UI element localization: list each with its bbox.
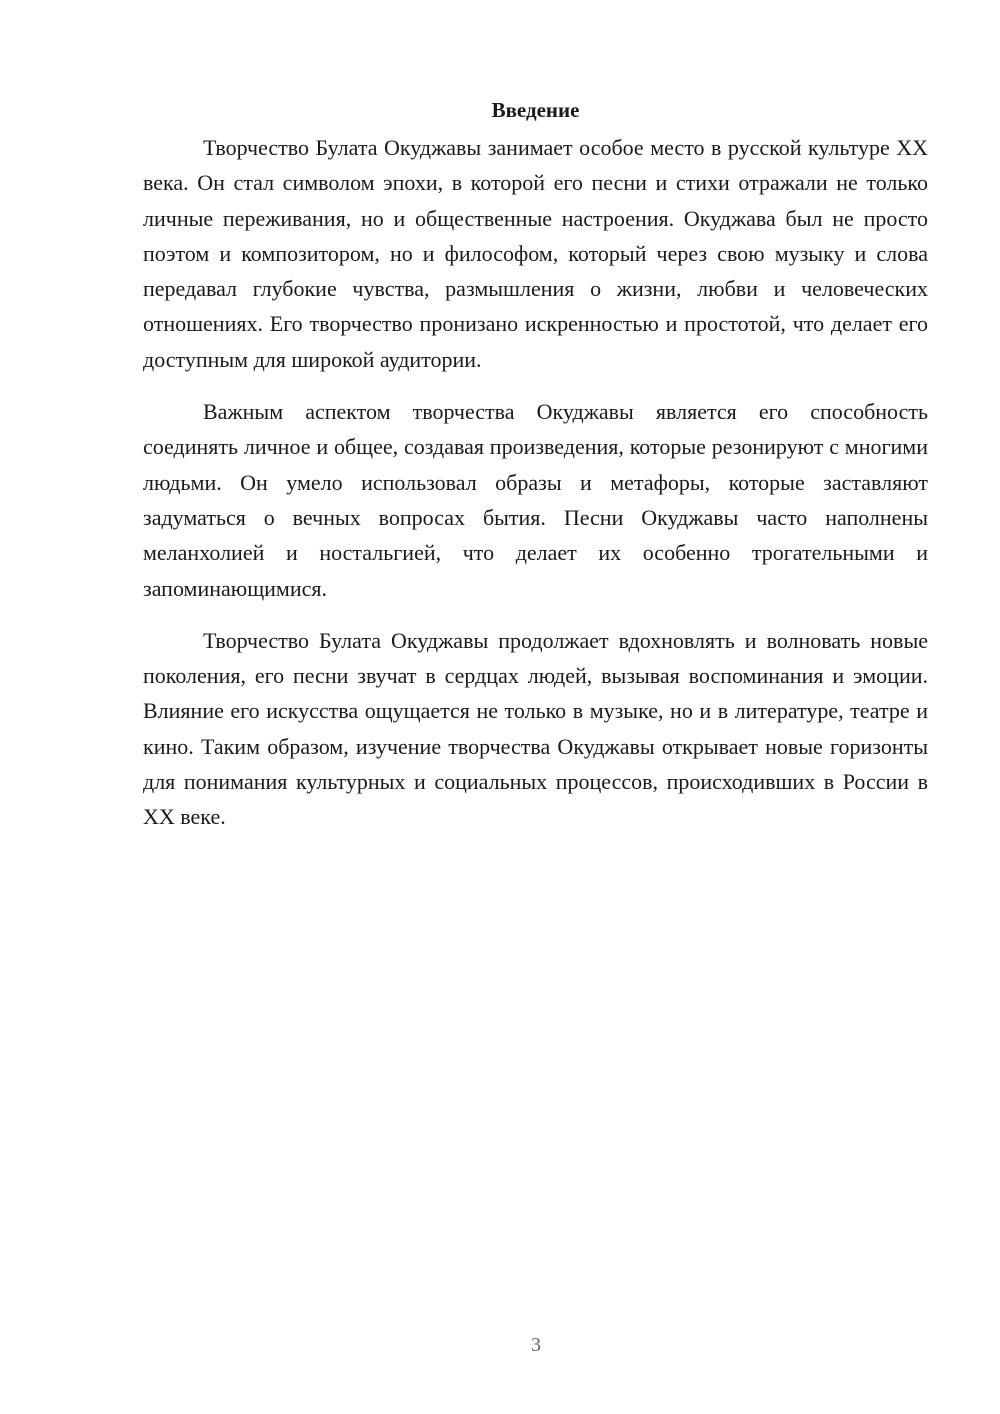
paragraph-3: Творчество Булата Окуджавы продолжает вдохновлять и волновать новые поколения, его песни звучат в сердцах людей, вызывая воспоминания и эмоции. Влияние его искусства ощущается не только в музыке, но и в литературе, театре и кино. Таким образом, изучение творчества Окуджавы открывает новые горизонты для понимания культурных и социальных процессов, происходивших в России в XX веке.: [143, 627, 928, 830]
section-heading: Введение: [491, 98, 580, 122]
page-content: [143, 92, 928, 852]
paragraph-2: Важным аспектом творчества Окуджавы является его способность соединять личное и общее, создавая произведения, которые резонируют с многими людьми. Он умело использовал образы и метафоры, которые заставляют задуматься о вечных вопросах бытия. Песни Окуджавы часто наполнены меланхолией и ностальгией, что делает их особенно трогательными и запоминающимися.: [143, 399, 928, 601]
paragraph-1: Творчество Булата Окуджавы занимает особое место в русской культуре XX века. Он стал символом эпохи, в которой его песни и стихи отражали не только личные переживания, но и общественные настроения. Окуджава был не просто поэтом и композитором, но и философом, который через свою музыку и слова передавал глубокие чувства, размышления о жизни, любви и человеческих отношениях. Его творчество пронизано искренностью и простотой, что делает его доступным для широкой аудитории.: [143, 135, 928, 372]
page-number: 3: [531, 1334, 541, 1356]
